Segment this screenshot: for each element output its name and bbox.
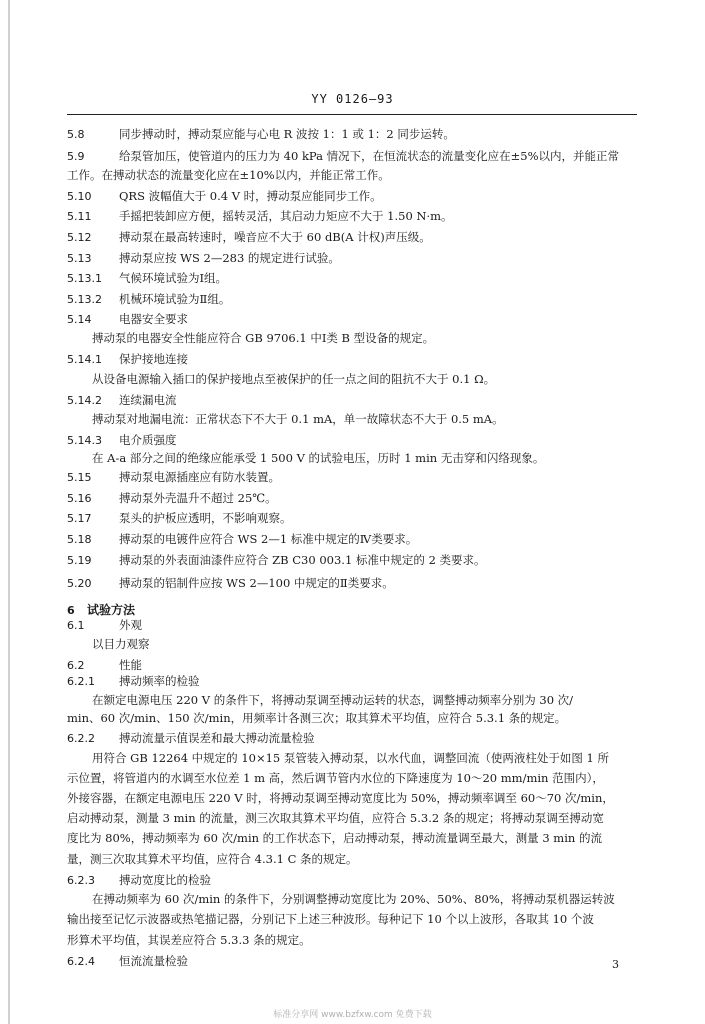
clause-text: 以目力观察 xyxy=(92,637,150,651)
clause-text: 从设备电源输入插口的保护接地点至被保护的任一点之间的阻抗不大于 0.1 Ω。 xyxy=(92,372,496,386)
clause-number: 5.20 xyxy=(67,577,92,590)
clause-text: 同步搏动时，搏动泵应能与心电 R 波按 1：1 或 1：2 同步运转。 xyxy=(119,127,455,141)
clause-number: 5.19 xyxy=(67,554,92,567)
clause-text: 连续漏电流 xyxy=(119,393,177,407)
clause-line xyxy=(67,617,639,634)
clause-number: 5.11 xyxy=(67,210,92,223)
clause-line xyxy=(67,250,639,267)
clause-number: 5.8 xyxy=(67,128,85,141)
clause-text: 电器安全要求 xyxy=(119,312,188,326)
clause-number: 5.14.3 xyxy=(67,434,102,447)
clause-text: 外观 xyxy=(119,618,142,632)
clause-text: 搏动泵的电镀件应符合 WS 2—1 标准中规定的Ⅳ类要求。 xyxy=(119,532,418,546)
clause-text: 保护接地连接 xyxy=(119,352,188,366)
clause-number: 5.14.1 xyxy=(67,353,102,366)
clause-text: 搏动泵的电器安全性能应符合 GB 9706.1 中Ⅰ类 B 型设备的规定。 xyxy=(92,331,435,345)
clause-text: 启动搏动泵，测量 3 min 的流量，测三次取其算术平均值，应符合 5.3.2 条的规定；将搏动泵调至搏动宽 xyxy=(67,811,604,825)
page-number: 3 xyxy=(612,958,619,971)
clause-line xyxy=(67,673,639,690)
clause-line xyxy=(67,311,639,328)
clause-line xyxy=(67,552,639,569)
clause-text: 搏动频率的检验 xyxy=(119,674,200,688)
text-line xyxy=(92,411,664,427)
text-line xyxy=(92,330,664,346)
clause-number: 6.2.1 xyxy=(67,675,95,688)
clause-text: 示位置，将管道内的水调至水位差 1 m 高，然后调节管内水位的下降速度为 10～20 mm/min 范围内）， xyxy=(67,771,604,785)
clause-line xyxy=(67,575,639,592)
clause-number: 6.2 xyxy=(67,659,85,672)
text-line xyxy=(67,851,639,867)
clause-text: 在搏动频率为 60 次/min 的条件下，分别调整搏动宽度比为 20%、50%、80%，将搏动泵机器运转波 xyxy=(92,892,615,906)
text-line xyxy=(92,450,664,466)
clause-line xyxy=(67,270,639,287)
header-rule xyxy=(67,114,637,115)
clause-line xyxy=(67,432,639,449)
clause-number: 5.17 xyxy=(67,512,92,525)
text-line xyxy=(67,810,639,826)
clause-text: 恒流流量检验 xyxy=(119,954,188,968)
clause-number: 5.13.1 xyxy=(67,272,102,285)
clause-line xyxy=(67,392,639,409)
clause-number: 6.2.2 xyxy=(67,732,95,745)
clause-text: 在 A-a 部分之间的绝缘应能承受 1 500 V 的试验电压，历时 1 min 无击穿和闪络现象。 xyxy=(92,451,545,465)
clause-text: 泵头的护板应透明，不影响观察。 xyxy=(119,511,292,525)
clause-text: 机械环境试验为Ⅱ组。 xyxy=(119,292,231,306)
clause-number: 6.2.3 xyxy=(67,874,95,887)
clause-text: 用符合 GB 12264 中规定的 10×15 泵管装入搏动泵，以水代血，调整回流（使两液柱处于如图 1 所 xyxy=(92,751,610,765)
clause-text: 搏动宽度比的检验 xyxy=(119,873,211,887)
clause-text: 搏动泵应按 WS 2—283 的规定进行试验。 xyxy=(119,251,340,265)
clause-text: 性能 xyxy=(119,658,142,672)
clause-line xyxy=(67,730,639,747)
standard-code-header: YY 0126—93 xyxy=(311,92,394,106)
clause-line xyxy=(67,469,639,486)
clause-text: 气候环境试验为Ⅰ组。 xyxy=(119,271,228,285)
clause-text: 量，测三次取其算术平均值，应符合 4.3.1 C 条的规定。 xyxy=(67,852,358,866)
clause-text: 电介质强度 xyxy=(119,433,177,447)
text-line xyxy=(92,750,664,766)
clause-line xyxy=(67,208,639,225)
clause-text: 搏动泵外壳温升不超过 25℃。 xyxy=(119,491,277,505)
clause-line xyxy=(67,188,639,205)
text-line xyxy=(67,167,639,183)
clause-number: 6.1 xyxy=(67,619,85,632)
text-line xyxy=(67,932,639,948)
clause-number: 5.10 xyxy=(67,190,92,203)
text-line xyxy=(67,710,639,726)
clause-text: 搏动流量示值误差和最大搏动流量检验 xyxy=(119,731,315,745)
clause-number: 5.18 xyxy=(67,533,92,546)
clause-number: 5.13.2 xyxy=(67,293,102,306)
clause-text: 形算术平均值，其误差应符合 5.3.3 条的规定。 xyxy=(67,933,311,947)
clause-line xyxy=(67,148,639,165)
clause-line xyxy=(67,657,639,674)
clause-number: 5.16 xyxy=(67,492,92,505)
clause-text: 搏动泵电源插座应有防水装置。 xyxy=(119,470,280,484)
clause-number: 6.2.4 xyxy=(67,955,95,968)
clause-number: 5.9 xyxy=(67,150,85,163)
text-line xyxy=(92,692,664,708)
clause-line xyxy=(67,126,639,143)
text-line xyxy=(67,911,639,927)
clause-text: 搏动泵的铝制件应按 WS 2—100 中规定的Ⅱ类要求。 xyxy=(119,576,394,590)
clause-text: 在额定电源电压 220 V 的条件下，将搏动泵调至搏动运转的状态，调整搏动频率分别为 30 次/ xyxy=(92,693,574,707)
clause-text: 输出接至记忆示波器或热笔描记器，分别记下上述三种波形。每种记下 10 个以上波形，各取其 10 个波 xyxy=(67,912,594,926)
text-line xyxy=(67,790,639,806)
clause-line xyxy=(67,291,639,308)
clause-line xyxy=(67,531,639,548)
clause-text: 搏动泵对地漏电流：正常状态下不大于 0.1 mA，单一故障状态不大于 0.5 mA。 xyxy=(92,412,504,426)
clause-line xyxy=(67,872,639,889)
clause-number: 5.15 xyxy=(67,471,92,484)
text-line xyxy=(67,770,639,786)
clause-number: 5.14 xyxy=(67,313,92,326)
clause-number: 5.13 xyxy=(67,252,92,265)
text-line xyxy=(92,636,664,652)
text-line xyxy=(92,891,664,907)
clause-text: 度比为 80%，搏动频率为 60 次/min 的工作状态下，启动搏动泵，搏动流量调至最大，测量 3 min 的流 xyxy=(67,831,602,845)
clause-text: 外接容器，在额定电源电压 220 V 时，将搏动泵调至搏动宽度比为 50%，搏动频率调至 60～70 次/min， xyxy=(67,791,614,805)
clause-text: QRS 波幅值大于 0.4 V 时，搏动泵应能同步工作。 xyxy=(119,189,382,203)
clause-line xyxy=(67,229,639,246)
clause-line xyxy=(67,953,639,970)
clause-number: 5.14.2 xyxy=(67,394,102,407)
clause-text: 搏动泵在最高转速时，噪音应不大于 60 dB(A 计权)声压级。 xyxy=(119,230,431,244)
clause-text: 给泵管加压，使管道内的压力为 40 kPa 情况下，在恒流状态的流量变化应在±5%以内，并能正常 xyxy=(119,149,620,163)
clause-line xyxy=(67,351,639,368)
scan-edge xyxy=(8,0,10,1024)
clause-text: 搏动泵的外表面油漆件应符合 ZB C30 003.1 标准中规定的 2 类要求。 xyxy=(119,553,486,567)
clause-line xyxy=(67,490,639,507)
clause-text: 手摇把装卸应方便，摇转灵活，其启动力矩应不大于 1.50 N·m。 xyxy=(119,209,453,223)
watermark-footer: 标准分享网 www.bzfxw.com 免费下载 xyxy=(273,1010,432,1020)
clause-number: 5.12 xyxy=(67,231,92,244)
text-line xyxy=(92,371,664,387)
clause-line xyxy=(67,510,639,527)
clause-text: min、60 次/min、150 次/min，用频率计各测三次；取其算术平均值，应符合 5.3.1 条的规定。 xyxy=(67,711,567,725)
clause-text: 试验方法 xyxy=(87,603,136,617)
clause-text: 工作。在搏动状态的流量变化应在±10%以内，并能正常工作。 xyxy=(67,168,390,182)
text-line xyxy=(67,830,639,846)
clause-number: 6 xyxy=(67,604,75,617)
